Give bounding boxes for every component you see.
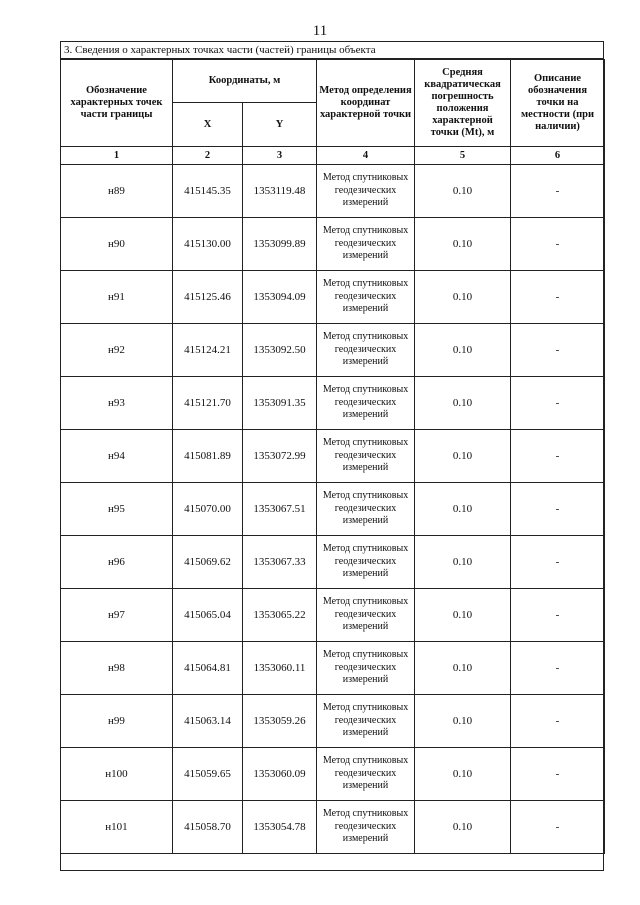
cell-coord-x: 415124.21	[173, 324, 243, 377]
cell-method: Метод спутниковых геодезических измерений	[317, 483, 415, 536]
cell-coord-y: 1353060.11	[243, 642, 317, 695]
cell-description: -	[511, 483, 605, 536]
cell-method: Метод спутниковых геодезических измерений	[317, 801, 415, 854]
cell-error: 0.10	[415, 483, 511, 536]
cell-error: 0.10	[415, 695, 511, 748]
page-number: 11	[312, 23, 328, 39]
cell-error: 0.10	[415, 324, 511, 377]
table-row	[61, 430, 605, 483]
table-row	[61, 642, 605, 695]
cell-error: 0.10	[415, 801, 511, 854]
section-caption: 3. Сведения о характерных точках части (частей) границы объекта	[61, 42, 603, 59]
cell-method: Метод спутниковых геодезических измерений	[317, 377, 415, 430]
header-method: Метод определения координат характерной точки	[317, 60, 415, 147]
cell-point-id: н93	[61, 377, 173, 430]
cell-description: -	[511, 695, 605, 748]
cell-error: 0.10	[415, 271, 511, 324]
cell-coord-y: 1353060.09	[243, 748, 317, 801]
cell-description: -	[511, 165, 605, 218]
cell-coord-y: 1353092.50	[243, 324, 317, 377]
cell-description: -	[511, 589, 605, 642]
cell-method: Метод спутниковых геодезических измерений	[317, 165, 415, 218]
cell-method: Метод спутниковых геодезических измерений	[317, 642, 415, 695]
cell-coord-x: 415070.00	[173, 483, 243, 536]
column-number: 4	[317, 147, 415, 165]
cell-coord-y: 1353067.51	[243, 483, 317, 536]
header-y: Y	[243, 103, 317, 147]
cell-coord-y: 1353072.99	[243, 430, 317, 483]
cell-coord-x: 415065.04	[173, 589, 243, 642]
cell-method: Метод спутниковых геодезических измерений	[317, 748, 415, 801]
table-row	[61, 801, 605, 854]
cell-coord-x: 415145.35	[173, 165, 243, 218]
characteristic-points-table	[60, 59, 605, 854]
cell-description: -	[511, 430, 605, 483]
cell-method: Метод спутниковых геодезических измерений	[317, 430, 415, 483]
cell-description: -	[511, 271, 605, 324]
cell-point-id: н90	[61, 218, 173, 271]
table-row	[61, 695, 605, 748]
cell-point-id: н92	[61, 324, 173, 377]
cell-error: 0.10	[415, 165, 511, 218]
cell-coord-x: 415058.70	[173, 801, 243, 854]
cell-coord-y: 1353099.89	[243, 218, 317, 271]
header-error: Средняя квадратическая погрешность положения характерной точки (Mt), м	[415, 60, 511, 147]
header-designation: Обозначение характерных точек части границы	[61, 60, 173, 147]
table-row	[61, 377, 605, 430]
cell-coord-x: 415121.70	[173, 377, 243, 430]
cell-error: 0.10	[415, 218, 511, 271]
table-row	[61, 324, 605, 377]
cell-description: -	[511, 536, 605, 589]
cell-method: Метод спутниковых геодезических измерений	[317, 218, 415, 271]
cell-point-id: н100	[61, 748, 173, 801]
cell-point-id: н97	[61, 589, 173, 642]
table-row	[61, 589, 605, 642]
cell-point-id: н96	[61, 536, 173, 589]
header-coordinates: Координаты, м	[173, 60, 317, 103]
cell-error: 0.10	[415, 536, 511, 589]
cell-point-id: н101	[61, 801, 173, 854]
cell-method: Метод спутниковых геодезических измерений	[317, 589, 415, 642]
cell-coord-y: 1353059.26	[243, 695, 317, 748]
table-row	[61, 536, 605, 589]
table-row	[61, 748, 605, 801]
cell-description: -	[511, 642, 605, 695]
header-row	[61, 60, 605, 103]
column-number: 5	[415, 147, 511, 165]
cell-error: 0.10	[415, 377, 511, 430]
header-description: Описание обозначения точки на местности (при наличии)	[511, 60, 605, 147]
cell-point-id: н89	[61, 165, 173, 218]
cell-coord-y: 1353119.48	[243, 165, 317, 218]
cell-method: Метод спутниковых геодезических измерений	[317, 695, 415, 748]
column-number: 1	[61, 147, 173, 165]
table-row	[61, 483, 605, 536]
cell-coord-x: 415125.46	[173, 271, 243, 324]
cell-point-id: н91	[61, 271, 173, 324]
cell-description: -	[511, 801, 605, 854]
cell-coord-x: 415064.81	[173, 642, 243, 695]
cell-error: 0.10	[415, 589, 511, 642]
cell-coord-x: 415063.14	[173, 695, 243, 748]
cell-method: Метод спутниковых геодезических измерений	[317, 536, 415, 589]
cell-description: -	[511, 324, 605, 377]
cell-description: -	[511, 377, 605, 430]
cell-coord-x: 415069.62	[173, 536, 243, 589]
column-number: 6	[511, 147, 605, 165]
column-number-row	[61, 147, 605, 165]
cell-error: 0.10	[415, 748, 511, 801]
cell-method: Метод спутниковых геодезических измерений	[317, 271, 415, 324]
cell-coord-y: 1353094.09	[243, 271, 317, 324]
cell-point-id: н98	[61, 642, 173, 695]
cell-description: -	[511, 218, 605, 271]
cell-method: Метод спутниковых геодезических измерений	[317, 324, 415, 377]
column-number: 2	[173, 147, 243, 165]
cell-error: 0.10	[415, 642, 511, 695]
cell-coord-y: 1353065.22	[243, 589, 317, 642]
cell-point-id: н99	[61, 695, 173, 748]
cell-description: -	[511, 748, 605, 801]
cell-coord-x: 415130.00	[173, 218, 243, 271]
cell-point-id: н94	[61, 430, 173, 483]
table-row	[61, 271, 605, 324]
table-row	[61, 165, 605, 218]
cell-coord-y: 1353091.35	[243, 377, 317, 430]
header-x: X	[173, 103, 243, 147]
cell-coord-y: 1353054.78	[243, 801, 317, 854]
cell-point-id: н95	[61, 483, 173, 536]
table-row	[61, 218, 605, 271]
cell-coord-x: 415081.89	[173, 430, 243, 483]
cell-coord-x: 415059.65	[173, 748, 243, 801]
cell-coord-y: 1353067.33	[243, 536, 317, 589]
cell-error: 0.10	[415, 430, 511, 483]
column-number: 3	[243, 147, 317, 165]
